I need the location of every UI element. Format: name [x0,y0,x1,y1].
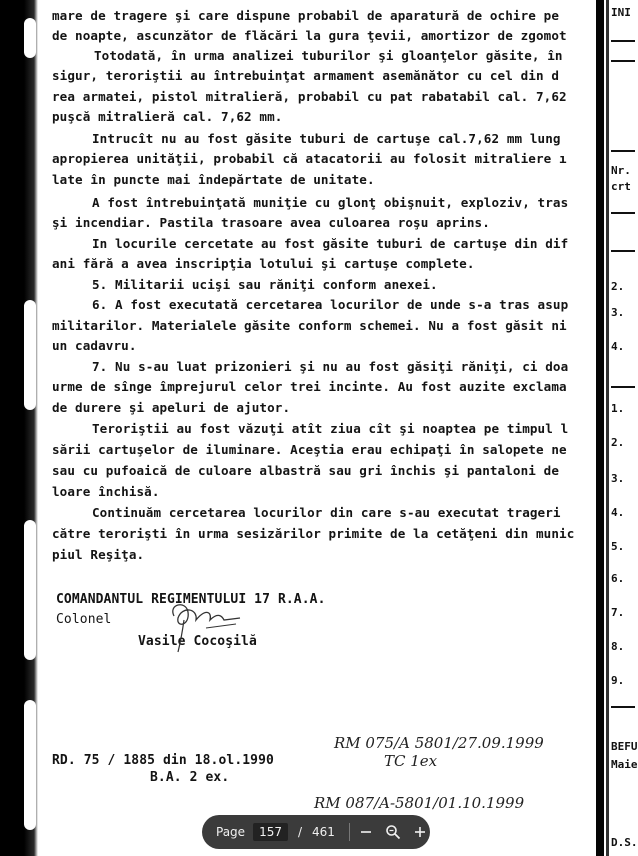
body-line: de durere şi apeluri de ajutor. [52,400,291,415]
margin-fragment: 4. [611,506,625,519]
margin-mark [611,706,635,708]
body-line: 7. Nu s-au luat prizonieri şi nu au fost găsiţi răniţi, ci doa [92,359,569,374]
scan-edge-notch [24,700,36,830]
body-line: In locurile cercetate au fost găsite tuburi de cartuşe din dif [92,236,569,251]
minus-icon [359,825,373,839]
handwritten-register-note-2: RM 087/A-5801/01.10.1999 [314,794,525,812]
commander-rank: Colonel [56,612,112,627]
page-navigation-toolbar [202,815,430,849]
body-line: sigur, teroriştii au întrebuinţat armament asemănător cu cel din d [52,68,560,83]
document-copies: B.A. 2 ex. [150,770,230,785]
margin-fragment: 3. [611,306,625,319]
margin-fragment: 8. [611,640,625,653]
body-line: loare închisă. [52,484,160,499]
scan-edge-notch [24,520,36,660]
margin-fragment: Nr. [611,164,631,177]
body-line: Teroriştii au fost văzuţi atît ziua cît şi noaptea pe timpul l [92,421,569,436]
document-page [38,0,600,856]
body-line: sării cartuşelor de iluminare. Aceştia erau echipaţi în salopete ne [52,442,567,457]
body-line: militarilor. Materialele găsite conform schemei. Nu a fost găsit ni [52,318,567,333]
margin-fragment: 2. [611,280,625,293]
body-line: Continuăm cercetarea locurilor din care s-au executat trageri [92,505,561,520]
margin-fragment: INI [611,6,631,19]
margin-fragment: 1. [611,402,625,415]
margin-mark [611,40,635,42]
body-line: ani fără a avea inscripţia lotului şi cartuşe complete. [52,256,475,271]
body-line: A fost întrebuinţată muniţie cu glonţ obişnuit, exploziv, tras [92,195,569,210]
body-line: urme de sînge împrejurul celor trei incinte. Au fost auzite exclama [52,379,567,394]
body-line: un cadavru. [52,338,137,353]
body-line: către terorişti în urma sesizărilor primite de la cetăţeni din munic [52,526,575,541]
body-line: late în puncte mai îndepărtate de unitate. [52,172,375,187]
zoom-in-button[interactable] [409,820,430,844]
margin-mark [611,386,635,388]
margin-fragment: 4. [611,340,625,353]
scan-right-bar-shadow [606,0,609,856]
document-reference: RD. 75 / 1885 din 18.ol.1990 [52,753,274,768]
margin-fragment: 3. [611,472,625,485]
current-page-input[interactable]: 157 [253,823,288,841]
commander-title: COMANDANTUL REGIMENTULUI 17 R.A.A. [56,592,326,607]
body-line: puşcă mitralieră cal. 7,62 mm. [52,109,283,124]
body-line: Intrucît nu au fost găsite tuburi de cartuşe cal.7,62 mm lung [92,131,561,146]
handwritten-register-note: RM 075/A 5801/27.09.1999 [334,734,544,752]
body-line: 5. Militarii ucişi sau răniţi conform anexei. [92,277,438,292]
page-separator: / [297,825,303,839]
margin-fragment: 7. [611,606,625,619]
margin-fragment: 2. [611,436,625,449]
scan-edge-notch [24,18,36,58]
toolbar-divider [349,823,350,841]
margin-fragment: D.S. [611,836,638,849]
margin-fragment: 5. [611,540,625,553]
margin-mark [611,250,635,252]
body-line: apropierea unităţii, probabil că atacatorii au folosit mitraliere ı [52,151,567,166]
margin-fragment: BEFU [611,740,638,753]
margin-mark [611,212,635,214]
body-line: mare de tragere şi care dispune probabil de aparatură de ochire pe [52,8,560,23]
body-line: de noapte, ascunzător de flăcări la gura ţevii, amortizor de zgomot [52,28,567,43]
body-line: piul Reşiţa. [52,547,145,562]
total-pages: 461 [312,825,335,839]
body-line: sau cu pufoaică de culoare albastră sau gri închis şi pantaloni de [52,463,560,478]
body-line: 6. A fost executată cercetarea locurilor de unde s-a tras asup [92,297,569,312]
plus-icon [413,825,427,839]
commander-name: Vasile Cocoşilă [138,634,257,649]
margin-fragment: Maie [611,758,638,771]
margin-mark [611,150,635,152]
margin-fragment: 9. [611,674,625,687]
margin-fragment: 6. [611,572,625,585]
margin-mark [611,60,635,62]
magnifier-icon [385,824,401,840]
zoom-out-button[interactable] [356,820,377,844]
zoom-reset-button[interactable] [383,820,404,844]
body-line: şi incendiar. Pastila trasoare avea culoarea roşu aprins. [52,215,490,230]
page-label: Page [216,825,246,839]
handwritten-signature [166,598,256,654]
margin-fragment: crt [611,180,631,193]
body-line: Totodată, în urma analizei tuburilor şi gloanţelor găsite, în [94,48,563,63]
body-line: rea armatei, pistol mitralieră, probabil cu pat rabatabil cal. 7,62 [52,89,567,104]
scan-edge-notch [24,300,36,410]
handwritten-copy-note: TC 1ex [384,752,438,770]
